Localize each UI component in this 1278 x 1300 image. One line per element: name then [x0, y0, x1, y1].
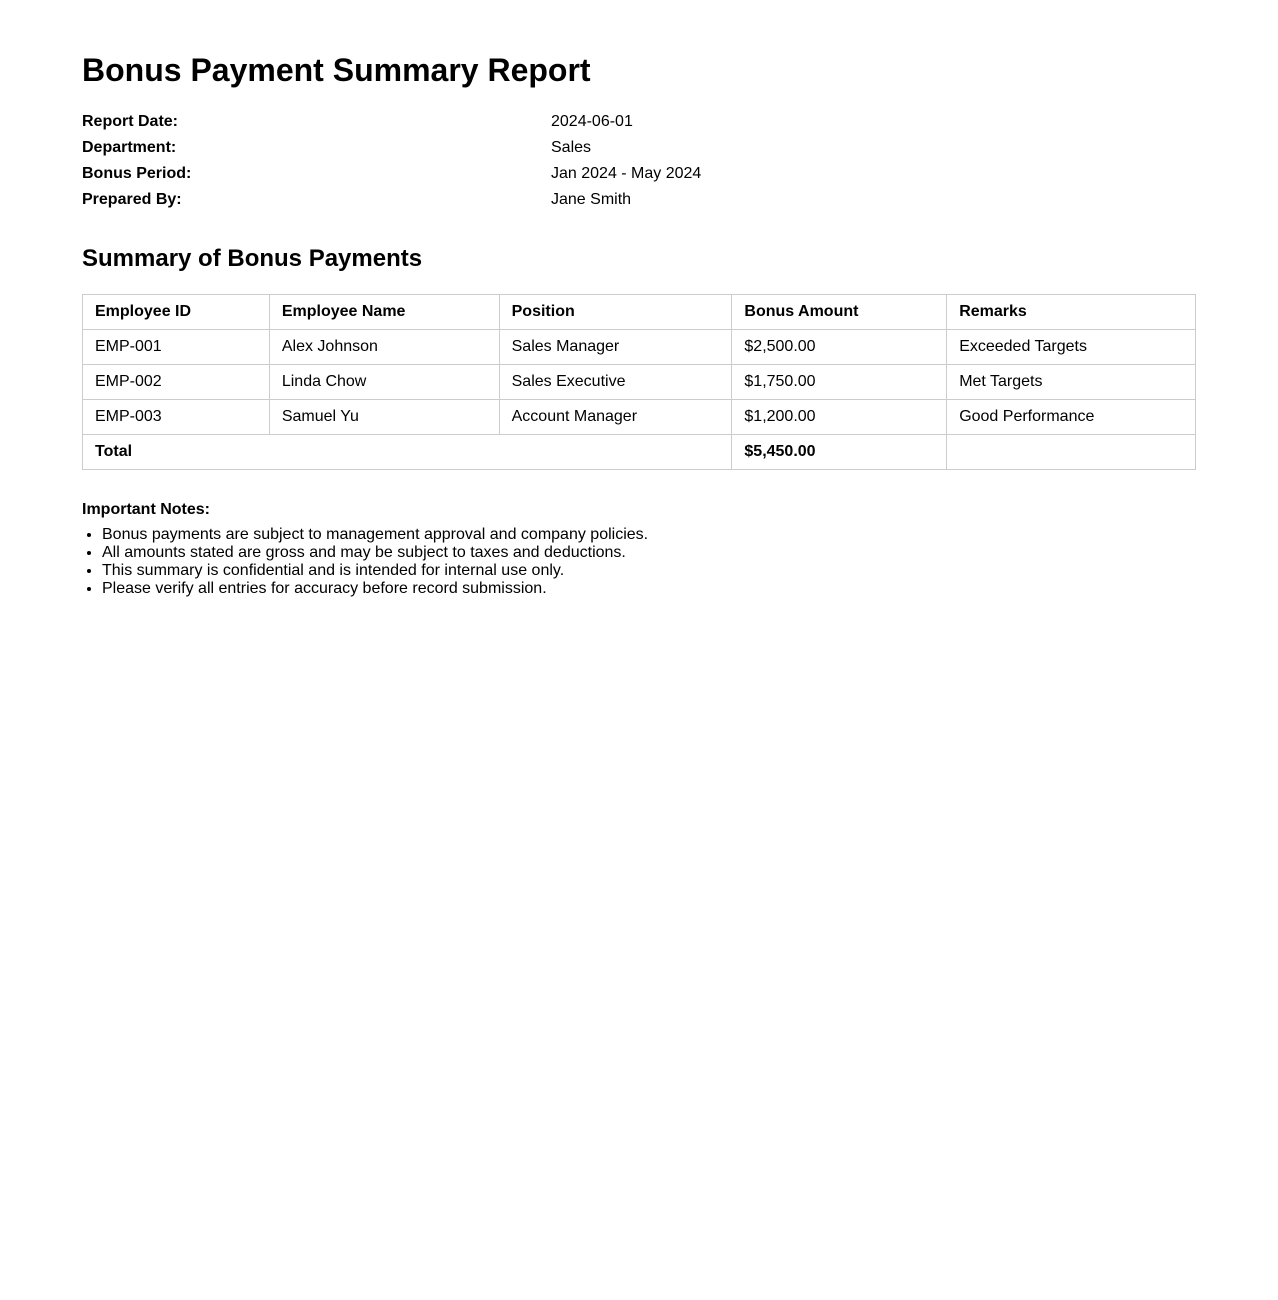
header-bonus-amount: Bonus Amount: [732, 295, 947, 330]
meta-value: Jane Smith: [551, 191, 632, 208]
meta-row-prepared-by: [82, 187, 1196, 213]
table-row: [83, 400, 1196, 435]
meta-row-department: [82, 135, 1196, 161]
list-item: • This summary is confidential and is intended for internal use only.: [102, 562, 1196, 580]
cell-bonus-amount: $2,500.00: [732, 330, 947, 365]
cell-employee-name: Samuel Yu: [269, 400, 499, 435]
cell-bonus-amount: $1,750.00: [732, 365, 947, 400]
cell-position: Sales Executive: [499, 365, 732, 400]
header-remarks: Remarks: [947, 295, 1196, 330]
meta-label: Department:: [82, 139, 177, 156]
cell-remarks: Good Performance: [947, 400, 1196, 435]
total-row: [83, 435, 1196, 470]
report-meta: [82, 109, 1196, 213]
bonus-table: [82, 294, 1196, 470]
cell-employee-id: EMP-003: [83, 400, 270, 435]
total-amount: $5,450.00: [732, 435, 947, 470]
list-item: • All amounts stated are gross and may be subject to taxes and deductions.: [102, 544, 1196, 562]
header-position: Position: [499, 295, 732, 330]
list-item: • Bonus payments are subject to management approval and company policies.: [102, 526, 1196, 544]
header-employee-id: Employee ID: [83, 295, 270, 330]
table-row: [83, 365, 1196, 400]
table-header-row: [83, 295, 1196, 330]
meta-label: Report Date:: [82, 113, 179, 130]
cell-employee-name: Linda Chow: [269, 365, 499, 400]
section-title-summary: Summary of Bonus Payments: [82, 245, 423, 272]
cell-employee-id: EMP-001: [83, 330, 270, 365]
cell-position: Sales Manager: [499, 330, 732, 365]
important-notes: [82, 500, 1196, 598]
total-remarks: [947, 435, 1196, 470]
cell-remarks: Met Targets: [947, 365, 1196, 400]
table-row: [83, 330, 1196, 365]
notes-title: Important Notes:: [82, 501, 210, 518]
notes-list: [82, 526, 1196, 598]
cell-bonus-amount: $1,200.00: [732, 400, 947, 435]
meta-label: Bonus Period:: [82, 165, 192, 182]
meta-row-report-date: [82, 109, 1196, 135]
meta-value: Jan 2024 - May 2024: [551, 165, 702, 182]
total-label: Total: [83, 435, 732, 470]
meta-row-bonus-period: [82, 161, 1196, 187]
cell-remarks: Exceeded Targets: [947, 330, 1196, 365]
meta-label: Prepared By:: [82, 191, 182, 208]
header-employee-name: Employee Name: [269, 295, 499, 330]
meta-value: Sales: [551, 139, 592, 156]
cell-position: Account Manager: [499, 400, 732, 435]
cell-employee-id: EMP-002: [83, 365, 270, 400]
cell-employee-name: Alex Johnson: [269, 330, 499, 365]
meta-value: 2024-06-01: [551, 113, 633, 130]
page-title: Bonus Payment Summary Report: [82, 52, 591, 88]
list-item: • Please verify all entries for accuracy before record submission.: [102, 580, 1196, 598]
